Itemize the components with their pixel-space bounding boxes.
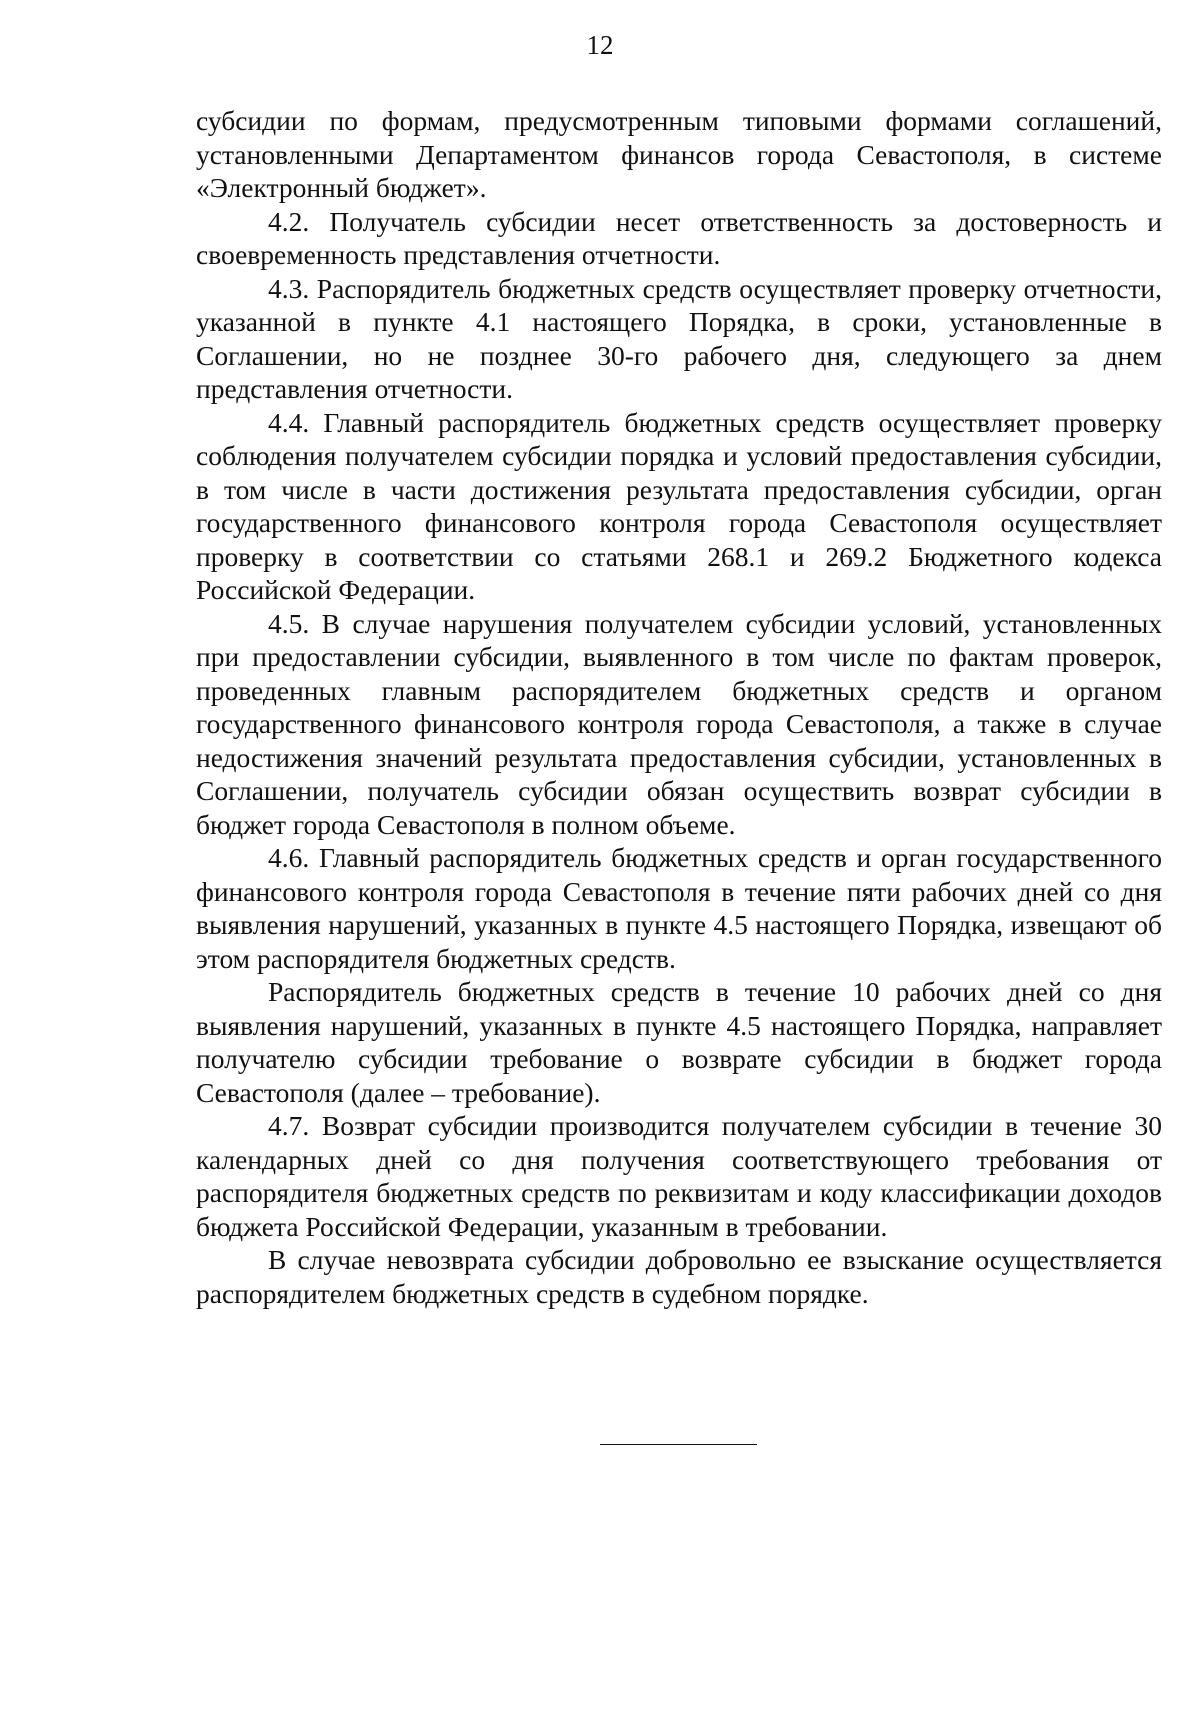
page-number: 12 [586, 30, 614, 60]
paragraph-4-5: 4.5. В случае нарушения получателем субсидии условий, установленных при предоставлении субсидии, выявленного в том числе по фактам проверок, проведенных главным распорядителем бюджетных средств и органом государственного финансового контроля города Севастополя, а также в случае недостижения значений результата предоставления субсидии, установленных в Соглашении, получатель субсидии обязан осуществить возврат субсидии в бюджет города Севастополя в полном объеме. [196, 607, 1162, 840]
end-of-document-rule [600, 1444, 757, 1445]
paragraph-4-4: 4.4. Главный распорядитель бюджетных средств осуществляет проверку соблюдения получателем субсидии порядка и условий предоставления субсидии, в том числе в части достижения результата предоставления субсидии, орган государственного финансового контроля города Севастополя осуществляет проверку в соответствии со статьями 268.1 и 269.2 Бюджетного кодекса Российской Федерации. [196, 406, 1162, 605]
paragraph-4-2: 4.2. Получатель субсидии несет ответственность за достоверность и своевременность представления отчетности. [196, 205, 1162, 270]
paragraph-4-3: 4.3. Распорядитель бюджетных средств осуществляет проверку отчетности, указанной в пункте 4.1 настоящего Порядка, в сроки, установленные в Соглашении, но не позднее 30-го рабочего дня, следующего за днем представления отчетности. [196, 272, 1162, 404]
paragraph-4-6-notice: Распорядитель бюджетных средств в течение 10 рабочих дней со дня выявления нарушений, указанных в пункте 4.5 настоящего Порядка, направляет получателю субсидии требование о возврате субсидии в бюджет города Севастополя (далее – требование). [196, 976, 1162, 1108]
paragraph-continuation: субсидии по формам, предусмотренным типовыми формами соглашений, установленными Департаментом финансов города Севастополя, в системе «Электронный бюджет». [196, 105, 1162, 203]
document-body [196, 104, 1162, 1310]
paragraph-4-6: 4.6. Главный распорядитель бюджетных средств и орган государственного финансового контроля города Севастополя в течение пяти рабочих дней со дня выявления нарушений, указанных в пункте 4.5 настоящего Порядка, извещают об этом распорядителя бюджетных средств. [196, 842, 1162, 974]
paragraph-4-7: 4.7. Возврат субсидии производится получателем субсидии в течение 30 календарных дней со дня получения соответствующего требования от распорядителя бюджетных средств по реквизитам и коду классификации доходов бюджета Российской Федерации, указанным в требовании. [196, 1110, 1162, 1242]
paragraph-4-7-enforcement: В случае невозврата субсидии добровольно ее взыскание осуществляется распорядителем бюджетных средств в судебном порядке. [196, 1244, 1162, 1309]
